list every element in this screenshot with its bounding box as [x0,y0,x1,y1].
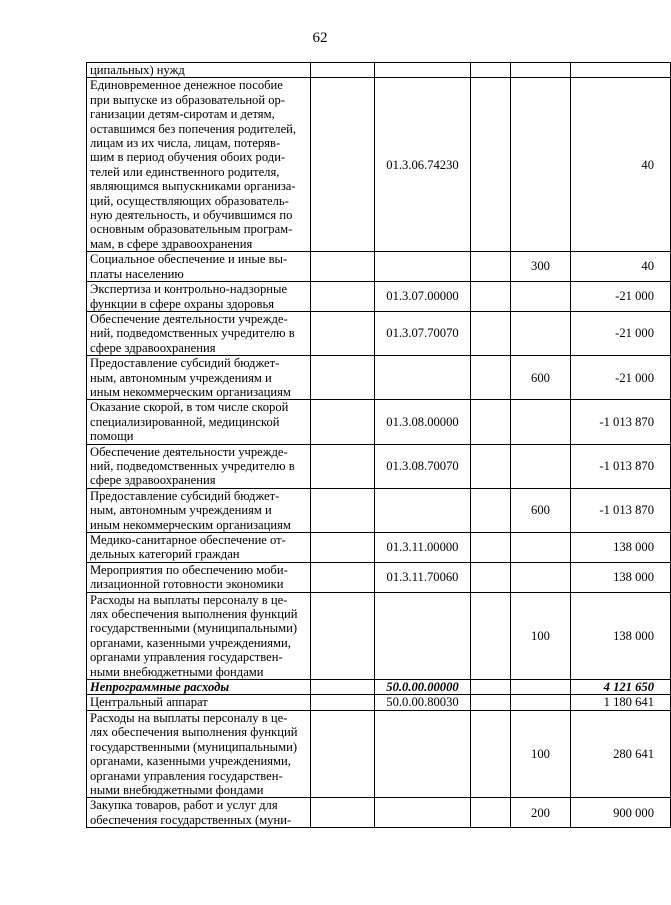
cell-code: 01.3.11.00000 [375,533,471,563]
cell-expense-type [511,282,571,312]
cell-amount: 900 000 [571,798,671,828]
cell-expense-type [511,63,571,78]
cell-amount: 138 000 [571,592,671,679]
cell-code [375,592,471,679]
cell-code [375,356,471,400]
table-row [87,562,671,592]
cell-expense-type: 600 [511,356,571,400]
table-row [87,533,671,563]
cell-empty [471,680,511,695]
table-row [87,78,671,252]
cell-empty [471,311,511,355]
cell-name: ципальных) нужд [87,63,311,78]
cell-amount: -21 000 [571,282,671,312]
table-row [87,252,671,282]
cell-empty [311,356,375,400]
table-row [87,282,671,312]
cell-expense-type [511,78,571,252]
cell-code [375,488,471,532]
cell-name: Центральный аппарат [87,695,311,710]
cell-empty [311,282,375,312]
cell-name: Непрограммные расходы [87,680,311,695]
cell-empty [471,356,511,400]
cell-amount: 138 000 [571,562,671,592]
cell-code [375,63,471,78]
cell-empty [471,798,511,828]
cell-name: Мероприятия по обеспечению моби- лизационной готовности экономики [87,562,311,592]
cell-code: 01.3.11.70060 [375,562,471,592]
table-row [87,695,671,710]
budget-table [86,62,671,828]
cell-empty [311,311,375,355]
cell-expense-type: 300 [511,252,571,282]
cell-empty [471,400,511,444]
cell-empty [471,63,511,78]
cell-amount: 138 000 [571,533,671,563]
cell-name: Предоставление субсидий бюджет- ным, автономным учреждениям и иным некоммерческим организациям [87,356,311,400]
cell-amount: -21 000 [571,311,671,355]
cell-code: 01.3.07.70070 [375,311,471,355]
cell-code [375,710,471,797]
cell-amount: -21 000 [571,356,671,400]
cell-code: 50.0.00.00000 [375,680,471,695]
cell-amount: 40 [571,252,671,282]
cell-empty [311,400,375,444]
cell-name: Социальное обеспечение и иные вы- платы населению [87,252,311,282]
cell-empty [311,252,375,282]
table-row [87,63,671,78]
cell-name: Закупка товаров, работ и услуг для обеспечения государственных (муни- [87,798,311,828]
cell-empty [311,78,375,252]
cell-expense-type [511,562,571,592]
cell-empty [311,680,375,695]
cell-amount [571,63,671,78]
cell-expense-type [511,533,571,563]
cell-expense-type: 100 [511,710,571,797]
cell-empty [311,533,375,563]
table-row [87,488,671,532]
cell-name: Обеспечение деятельности учрежде- ний, подведомственных учредителю в сфере здравоохранения [87,444,311,488]
cell-empty [311,444,375,488]
cell-empty [471,592,511,679]
cell-expense-type [511,680,571,695]
cell-code: 50.0.00.80030 [375,695,471,710]
page-number: 62 [312,30,328,46]
cell-empty [311,798,375,828]
cell-empty [471,695,511,710]
cell-amount: 1 180 641 [571,695,671,710]
table-row [87,311,671,355]
cell-empty [311,695,375,710]
cell-amount: 280 641 [571,710,671,797]
cell-empty [471,533,511,563]
cell-empty [311,562,375,592]
cell-empty [471,78,511,252]
cell-name: Экспертиза и контрольно-надзорные функции в сфере охраны здоровья [87,282,311,312]
cell-code [375,252,471,282]
cell-amount: -1 013 870 [571,444,671,488]
cell-empty [311,488,375,532]
table-row [87,356,671,400]
cell-empty [471,444,511,488]
cell-empty [471,710,511,797]
table-row [87,710,671,797]
cell-name: Медико-санитарное обеспечение от- дельных категорий граждан [87,533,311,563]
table-row [87,798,671,828]
cell-empty [311,63,375,78]
cell-empty [471,282,511,312]
table-row [87,592,671,679]
cell-code: 01.3.07.00000 [375,282,471,312]
cell-amount: 4 121 650 [571,680,671,695]
cell-amount: -1 013 870 [571,400,671,444]
cell-expense-type: 600 [511,488,571,532]
cell-empty [311,710,375,797]
cell-name: Предоставление субсидий бюджет- ным, автономным учреждениям и иным некоммерческим организациям [87,488,311,532]
cell-code: 01.3.08.00000 [375,400,471,444]
cell-expense-type [511,400,571,444]
cell-amount: 40 [571,78,671,252]
table-row [87,444,671,488]
cell-name: Единовременное денежное пособие при выпуске из образовательной ор- ганизации детям-сиротам и детям, оставшимся без попечения родителей, лицам из их числа, лицам, потеряв- шим в период обучения обоих роди- телей или единственного родителя, являющимся выпускниками организа- ций, осуществляющих образователь- ную деятельность, и обучившимся по основным образовательным програм- мам, в сфере здравоохранения [87,78,311,252]
cell-code: 01.3.08.70070 [375,444,471,488]
cell-name: Расходы на выплаты персоналу в це- лях обеспечения выполнения функций государственными (муниципальными) органами, казенными учреждениями, органами управления государствен- ными внебюджетными фондами [87,710,311,797]
cell-expense-type: 200 [511,798,571,828]
cell-name: Расходы на выплаты персоналу в це- лях обеспечения выполнения функций государственными (муниципальными) органами, казенными учреждениями, органами управления государствен- ными внебюджетными фондами [87,592,311,679]
cell-name: Обеспечение деятельности учрежде- ний, подведомственных учредителю в сфере здравоохранения [87,311,311,355]
cell-empty [471,252,511,282]
cell-name: Оказание скорой, в том числе скорой специализированной, медицинской помощи [87,400,311,444]
cell-empty [311,592,375,679]
cell-expense-type [511,444,571,488]
cell-expense-type [511,695,571,710]
table-row [87,400,671,444]
cell-code [375,798,471,828]
cell-empty [471,562,511,592]
cell-code: 01.3.06.74230 [375,78,471,252]
table-row [87,680,671,695]
cell-amount: -1 013 870 [571,488,671,532]
cell-empty [471,488,511,532]
cell-expense-type [511,311,571,355]
cell-expense-type: 100 [511,592,571,679]
